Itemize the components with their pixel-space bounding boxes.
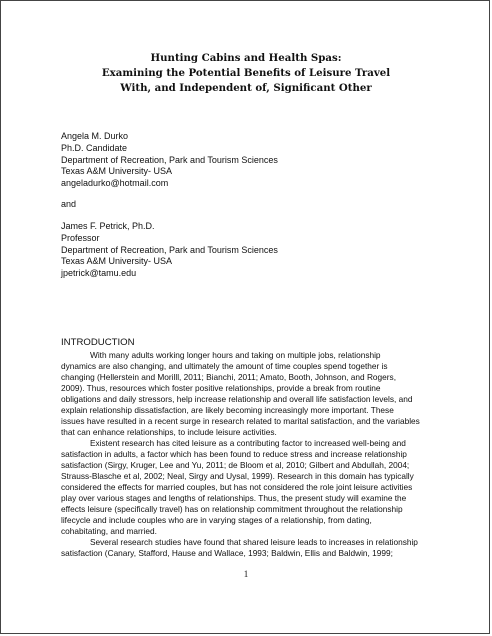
paragraph-line: satisfaction (Sirgy, Kruger, Lee and Yu, 2011; de Bloom et al, 2010; Gilbert and Abdullah, 2004;: [61, 460, 410, 470]
paper-title: [41, 51, 451, 96]
paragraph-line: Several research studies have found that shared leisure leads to increases in relationship: [90, 537, 418, 547]
paragraph-line: dynamics are also changing, and ultimately the amount of time couples spend together is: [61, 361, 388, 371]
paragraph-line: Existent research has cited leisure as a contributing factor to increased well-being and: [90, 438, 406, 448]
paragraph-line: With many adults working longer hours and taking on multiple jobs, relationship: [90, 350, 381, 360]
author-2-university: Texas A&M University- USA: [61, 256, 173, 267]
title-line-1: Hunting Cabins and Health Spas:: [150, 52, 342, 64]
author-1-role: Ph.D. Candidate: [61, 142, 128, 153]
author-2-role: Professor: [61, 232, 100, 243]
author-1-university: Texas A&M University- USA: [61, 166, 173, 177]
author-2-department: Department of Recreation, Park and Tourism Sciences: [61, 244, 278, 255]
paragraph-line: considered the effects for married couples, but has not considered the role joint leisure activities: [61, 482, 413, 492]
paragraph-line: Strauss-Blasche et al, 2002; Neal, Sirgy and Uysal, 1999). Research in this domain has typically: [61, 471, 414, 481]
page-number: 1: [243, 569, 249, 579]
paragraph-line: lifecycle and include couples who are in varying stages of a relationship, from dating,: [61, 515, 372, 525]
author-1-email: angeladurko@hotmail.com: [61, 178, 169, 189]
paragraph-line: that can enhance relationships, to include leisure activities.: [61, 427, 277, 437]
author-2-email: jpetrick@tamu.edu: [61, 268, 137, 279]
paragraph-line: obligations and daily stressors, help increase relationship and overall life satisfaction levels, and: [61, 394, 413, 404]
author-2-block: [61, 221, 278, 280]
paragraph-line: cohabitating, and married.: [61, 526, 157, 536]
author-1-name: Angela M. Durko: [61, 131, 129, 141]
paragraph-line: issues have resulted in a recent surge in research related to marital satisfaction, and the variables: [61, 416, 420, 426]
paragraph-line: satisfaction (Canary, Stafford, Hause and Wallace, 1993; Baldwin, Ellis and Baldwin, 1999;: [61, 548, 393, 558]
author-2-name: James F. Petrick, Ph.D.: [61, 221, 155, 231]
title-line-2: Examining the Potential Benefits of Leisure Travel: [101, 67, 391, 79]
body-text: [61, 350, 441, 559]
author-1-block: [61, 131, 278, 190]
section-heading: INTRODUCTION: [61, 337, 135, 348]
paragraph-line: explain relationship dissatisfaction, are likely becoming increasingly more important. These: [61, 405, 394, 415]
and-separator: and: [61, 199, 77, 209]
paragraph-line: effects leisure (specifically travel) has on relationship commitment throughout the relationship: [61, 504, 403, 514]
paragraph-line: play over various stages and lengths of relationships. Thus, the present study will examine the: [61, 493, 407, 503]
paragraph-line: 2009). Thus, resources which foster positive relationships, provide a break from routine: [61, 383, 381, 393]
paragraph-line: changing (Hellerstein and Morilll, 2011; Bianchi, 2011; Amato, Booth, Johnson, and Rogers,: [61, 372, 396, 382]
title-line-3: With, and Independent of, Significant Other: [120, 82, 372, 94]
paragraph-line: satisfaction in adults, a factor which has been found to reduce stress and increase relationship: [61, 449, 407, 459]
author-1-department: Department of Recreation, Park and Tourism Sciences: [61, 154, 278, 165]
